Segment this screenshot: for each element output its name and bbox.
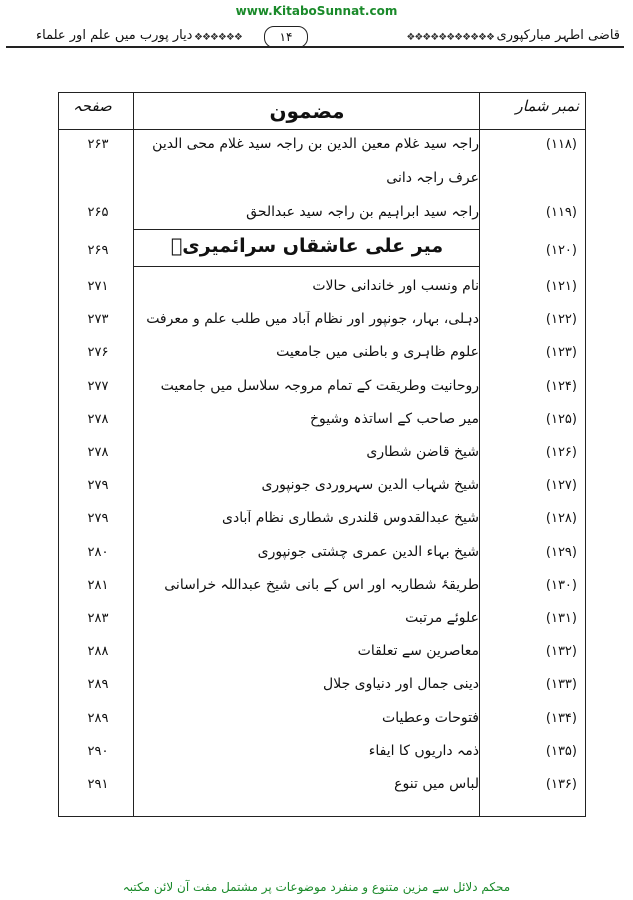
row-page: ۲۷۸ [87,411,109,427]
table-row [59,673,585,700]
header-number: نمبر شمار [515,97,579,115]
table-row [59,375,585,402]
row-title: فتوحات وعطیات [382,709,479,726]
row-page: ۲۹۰ [87,743,109,759]
row-title: شیخ بہاء الدین عمری چشتی جونپوری [257,543,479,560]
row-page: ۲۶۹ [87,243,109,258]
row-title-continued: عرف راجہ دانی [386,170,479,186]
row-page: ۲۷۷ [87,378,109,394]
table-row [59,275,585,302]
row-page: ۲۷۸ [87,445,109,460]
section-title: میر علی عاشقاں سرائمیریؒ [170,235,444,257]
table-row [59,740,585,767]
row-page: ۲۷۹ [87,478,109,494]
header-page-number: ۱۴ [264,26,308,48]
row-title: دینی جمال اور دنیاوی جلال [323,676,479,693]
table-row [59,201,585,228]
row-number: (۱۲۴) [545,378,577,394]
row-number: (۱۳۴) [545,710,577,726]
table-row [59,133,585,160]
row-title: روحانیت وطریقت کے تمام مروجہ سلاسل میں جامعیت [160,377,479,394]
table-row [59,239,585,266]
header-subject: مضمون [269,99,345,123]
row-number: (۱۲۵) [545,411,577,427]
table-row [59,341,585,368]
row-number: (۱۲۹) [545,544,577,560]
row-number: (۱۳۰) [545,577,577,593]
row-number: (۱۳۲) [545,644,577,660]
row-page: ۲۷۹ [87,511,109,527]
contents-table [58,92,586,817]
site-url[interactable]: www.KitaboSunnat.com [235,4,398,18]
header-author: قاضی اطہر مبارکپوری [496,28,620,43]
row-page: ۲۸۹ [87,677,109,693]
row-title: میر صاحب کے اساتذہ وشیوخ [310,410,479,427]
table-row [59,507,585,534]
header-rule [6,46,624,48]
table-row [59,474,585,501]
row-number: (۱۳۶) [545,777,577,792]
table-row [59,441,585,468]
row-page: ۲۹۱ [87,777,109,792]
row-number: (۱۳۵) [545,743,577,759]
row-title: دہلی، بہار، جونپور اور نظام آباد میں طلب علم و معرفت [146,311,479,328]
row-number: (۱۲۲) [545,312,577,328]
row-title: شیخ عبدالقدوس قلندری شطاری نظام آبادی [222,510,479,527]
row-number: (۱۲۶) [545,445,577,460]
row-page: ۲۶۳ [87,137,109,152]
header-divider [59,129,585,130]
row-title: لباس میں تنوع [394,776,479,792]
row-title: ذمہ داریوں کا ایفاء [368,742,479,759]
table-row [59,308,585,335]
table-row [59,773,585,800]
row-number: (۱۳۱) [545,611,577,626]
row-page: ۲۷۱ [87,279,109,294]
row-title: علوئے مرتبت [405,610,479,626]
ornament-right: ❖❖❖❖❖❖❖❖❖❖❖ [406,32,494,43]
row-page: ۲۸۸ [87,644,109,660]
row-title: شیخ شہاب الدین سہروردی جونپوری [261,477,479,494]
row-number: (۱۳۳) [545,677,577,693]
row-number: (۱۱۸) [545,137,577,152]
table-row [59,408,585,435]
table-row [59,167,585,194]
row-title: معاصرین سے تعلقات [357,643,479,660]
footer-text: محکم دلائل سے مزین متنوع و منفرد موضوعات پر مشتمل مفت آن لائن مکتبہ [122,880,511,894]
table-row [59,707,585,734]
table-row [59,574,585,601]
table-row [59,541,585,568]
row-page: ۲۷۳ [87,312,109,328]
table-row [59,607,585,634]
row-title: راجہ سید ابراہیم بن راجہ سید عبدالحق [246,204,479,220]
row-number: (۱۲۷) [545,478,577,494]
row-page: ۲۸۱ [87,577,109,593]
row-page: ۲۶۵ [87,205,109,220]
row-title: نام ونسب اور خاندانی حالات [312,278,479,294]
row-page: ۲۷۶ [87,345,109,361]
row-title: علوم ظاہری و باطنی میں جامعیت [276,344,479,361]
row-page: ۲۸۳ [87,611,109,626]
row-number: (۱۲۰) [545,243,577,258]
header-page: صفحہ [73,97,112,115]
row-page: ۲۸۰ [87,544,109,560]
row-title: شیخ قاضن شطاری [366,444,479,460]
row-page: ۲۸۹ [87,710,109,726]
header-book-title: دیار پورب میں علم اور علماء [36,28,193,43]
row-number: (۱۲۱) [545,279,577,294]
row-title: طریقۂ شطاریہ اور اس کے بانی شیخ عبداللہ خراسانی [164,576,479,593]
table-row [59,640,585,667]
row-number: (۱۲۳) [545,345,577,361]
ornament-left: ❖❖❖❖❖❖ [194,32,242,43]
row-number: (۱۲۸) [545,511,577,527]
row-title: راجہ سید غلام معین الدین بن راجہ سید غلام محی الدین [152,136,479,152]
row-number: (۱۱۹) [545,205,577,220]
